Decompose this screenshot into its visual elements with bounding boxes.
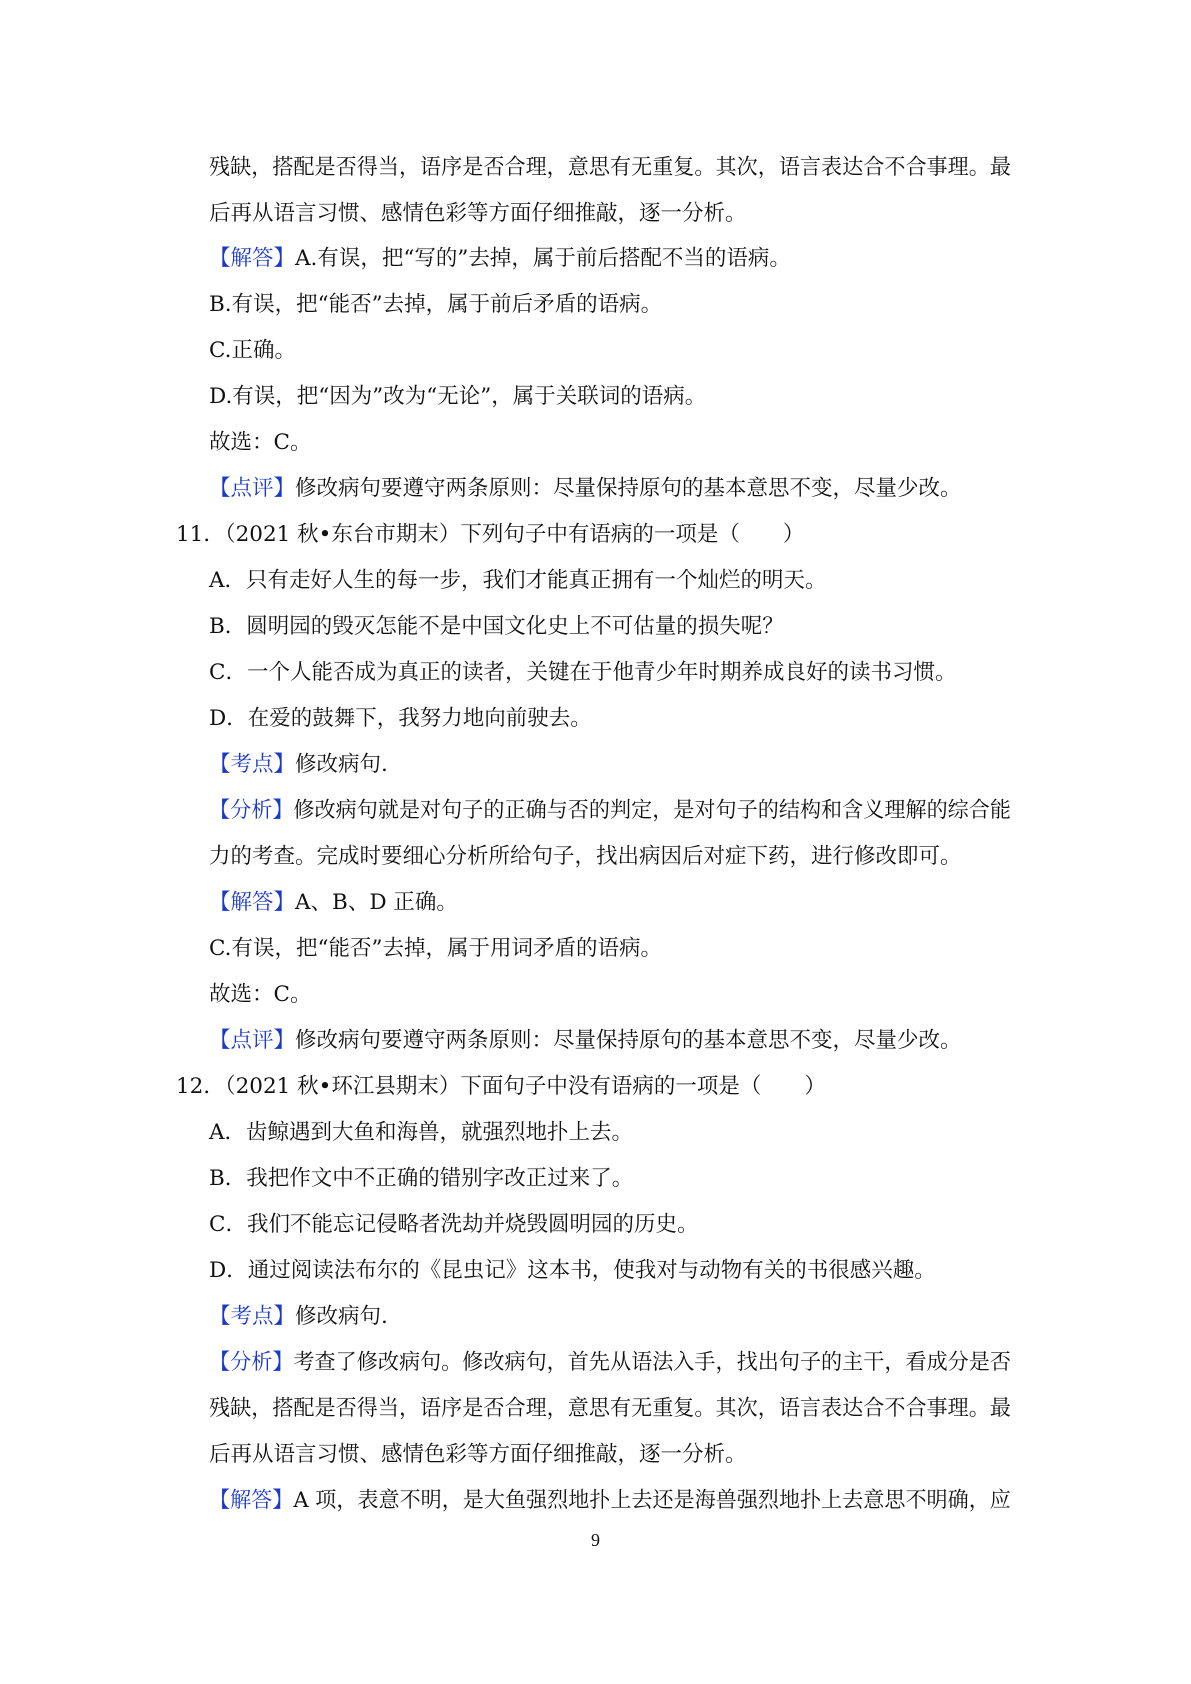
question-stem: 12．（2021 秋•环江县期末）下面句子中没有语病的一项是（ ） <box>176 1074 826 1099</box>
text-line: 【点评】修改病句要遵守两条原则：尽量保持原句的基本意思不变，尽量少改。 <box>209 1028 962 1053</box>
text-line: 故选：C。 <box>209 430 312 455</box>
section-label: 【解答】 <box>209 890 296 915</box>
text-line: 【考点】修改病句. <box>209 752 388 777</box>
text-line: 后再从语言习惯、感情色彩等方面仔细推敲，逐一分析。 <box>209 201 747 226</box>
text-line: 后再从语言习惯、感情色彩等方面仔细推敲，逐一分析。 <box>209 1442 747 1467</box>
section-label: 【解答】 <box>209 246 296 271</box>
text-line: 【分析】修改病句就是对句子的正确与否的判定，是对句子的结构和含义理解的综合能 <box>209 798 1011 823</box>
answer-option: B．我把作文中不正确的错别字改正过来了。 <box>209 1166 634 1191</box>
text-line: C.正确。 <box>209 338 297 363</box>
question-stem: 11．（2021 秋•东台市期末）下列句子中有语病的一项是（ ） <box>176 522 805 547</box>
text-line: 【考点】修改病句. <box>209 1304 388 1329</box>
answer-option: A．只有走好人生的每一步，我们才能真正拥有一个灿烂的明天。 <box>209 568 827 593</box>
text-line: C.有误，把“能否”去掉，属于用词矛盾的语病。 <box>209 936 663 961</box>
answer-option: B．圆明园的毁灭怎能不是中国文化史上不可估量的损失呢？ <box>209 614 784 639</box>
text-line: 残缺，搭配是否得当，语序是否合理，意思有无重复。其次，语言表达合不合事理。最 <box>209 155 1011 180</box>
text-line: 故选：C。 <box>209 982 312 1007</box>
answer-option: D．通过阅读法布尔的《昆虫记》这本书，使我对与动物有关的书很感兴趣。 <box>209 1258 936 1283</box>
answer-option: C．我们不能忘记侵略者洗劫并烧毁圆明园的历史。 <box>209 1212 699 1237</box>
answer-option: A．齿鲸遇到大鱼和海兽，就强烈地扑上去。 <box>209 1120 634 1145</box>
text-line: 【解答】A、B、D 正确。 <box>209 890 458 915</box>
page-number: 9 <box>591 1530 600 1550</box>
text-line: 【解答】A.有误，把“写的”去掉，属于前后搭配不当的语病。 <box>209 246 791 271</box>
text-line: 【分析】考查了修改病句。修改病句，首先从语法入手，找出句子的主干，看成分是否 <box>209 1350 1011 1375</box>
section-label: 【分析】 <box>209 798 294 823</box>
section-label: 【分析】 <box>209 1350 294 1375</box>
section-label: 【考点】 <box>209 752 296 777</box>
answer-option: D．在爱的鼓舞下，我努力地向前驶去。 <box>209 706 592 731</box>
text-line: B.有误，把“能否”去掉，属于前后矛盾的语病。 <box>209 292 663 317</box>
section-label: 【考点】 <box>209 1304 296 1329</box>
section-label: 【点评】 <box>209 1028 296 1053</box>
text-line: 残缺，搭配是否得当，语序是否合理，意思有无重复。其次，语言表达合不合事理。最 <box>209 1396 1011 1421</box>
text-line: 【解答】A 项，表意不明，是大鱼强烈地扑上去还是海兽强烈地扑上去意思不明确，应 <box>209 1488 1011 1513</box>
text-line: D.有误，把“因为”改为“无论”，属于关联词的语病。 <box>209 384 707 409</box>
section-label: 【点评】 <box>209 476 296 501</box>
answer-option: C．一个人能否成为真正的读者，关键在于他青少年时期养成良好的读书习惯。 <box>209 660 957 685</box>
section-label: 【解答】 <box>209 1488 294 1513</box>
text-line: 【点评】修改病句要遵守两条原则：尽量保持原句的基本意思不变，尽量少改。 <box>209 476 962 501</box>
text-line: 力的考查。完成时要细心分析所给句子，找出病因后对症下药，进行修改即可。 <box>209 844 962 869</box>
